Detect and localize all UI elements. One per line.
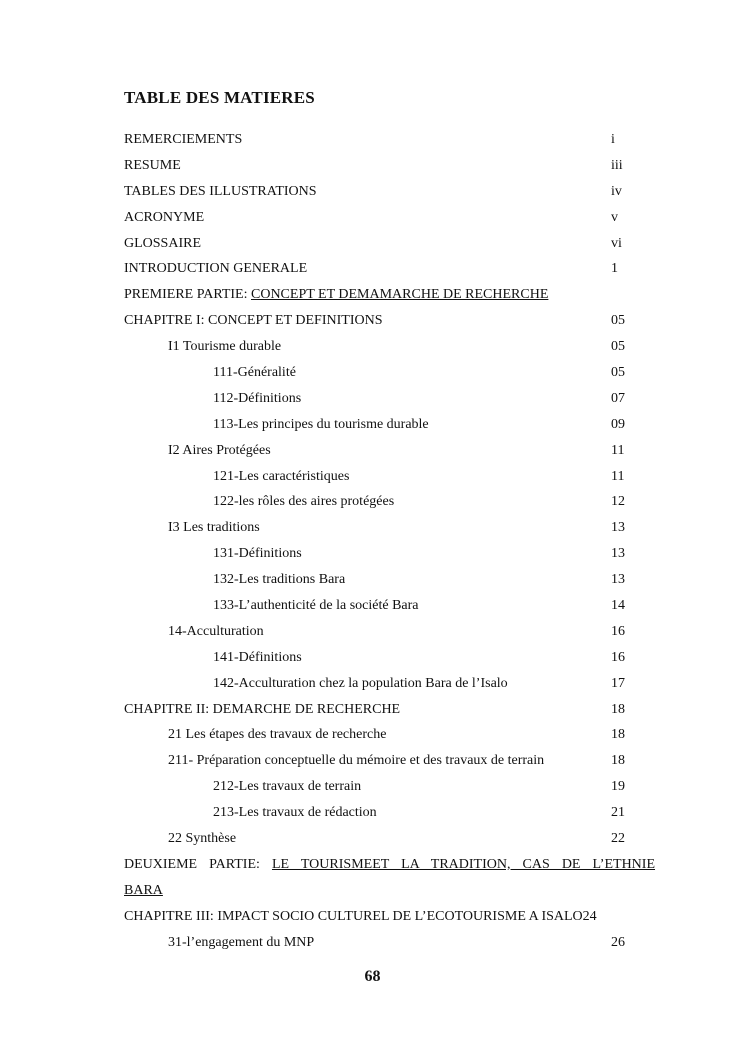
- toc-entry-label: 21 Les étapes des travaux de recherche: [168, 727, 387, 743]
- toc-entry-page: 13: [611, 572, 625, 588]
- toc-entry-label: REMERCIEMENTS: [124, 132, 243, 147]
- toc-chapter: [124, 904, 664, 930]
- toc-entry: [124, 256, 664, 282]
- toc-entry: [124, 179, 664, 205]
- toc-entry-page: 18: [611, 727, 625, 743]
- table-of-contents: [124, 127, 664, 956]
- toc-subsection: [124, 386, 664, 412]
- toc-entry-label: RESUME: [124, 157, 181, 173]
- toc-subsection: [124, 774, 664, 800]
- toc-section: [124, 334, 664, 360]
- toc-entry-page: 16: [611, 649, 625, 665]
- toc-part-title: CONCEPT ET DEMAMARCHE DE RECHERCHE: [251, 287, 549, 303]
- toc-subsection: [124, 412, 664, 438]
- toc-entry-page: 13: [611, 520, 625, 536]
- toc-entry-page: 05: [611, 313, 625, 329]
- toc-section: [124, 619, 664, 645]
- toc-entry-page: 05: [611, 339, 625, 355]
- toc-entry: [124, 231, 664, 257]
- toc-entry-label: 142-Acculturation chez la population Bara de l’Isalo: [213, 675, 508, 691]
- toc-entry-label: INTRODUCTION GENERALE: [124, 261, 308, 277]
- toc-part-prefix: DEUXIEME PARTIE:: [124, 856, 260, 872]
- toc-entry-page: 11: [611, 442, 625, 458]
- toc-entry-page: 17: [611, 675, 625, 691]
- toc-entry-label: 122-les rôles des aires protégées: [213, 494, 395, 510]
- toc-entry-page: 11: [611, 468, 625, 484]
- toc-part-label: [124, 852, 655, 878]
- toc-entry-label: 112-Définitions: [213, 390, 302, 406]
- toc-entry-label: TABLES DES ILLUSTRATIONS: [124, 183, 317, 199]
- toc-entry-page: 26: [611, 934, 625, 950]
- toc-subsection: [124, 593, 664, 619]
- page-number: 68: [364, 968, 381, 985]
- toc-entry-page: iii: [611, 157, 623, 173]
- toc-entry-label: 22 Synthèse: [168, 831, 237, 847]
- toc-entry-label: I3 Les traditions: [168, 520, 260, 536]
- toc-entry-label: CHAPITRE I: CONCEPT ET DEFINITIONS: [124, 313, 383, 329]
- toc-entry-label: 31-l’engagement du MNP: [168, 934, 315, 950]
- toc-entry-page: 21: [611, 805, 625, 821]
- toc-entry-page: 18: [611, 753, 625, 769]
- toc-part-label: [124, 282, 548, 308]
- toc-part-title: BARA: [124, 882, 163, 898]
- toc-subsection: [124, 567, 664, 593]
- toc-part-heading-continued: [124, 878, 664, 904]
- toc-subsection: [124, 671, 664, 697]
- toc-entry-page: 19: [611, 779, 625, 795]
- toc-subsection: [124, 360, 664, 386]
- toc-section: [124, 826, 664, 852]
- toc-entry-page: 18: [611, 701, 625, 717]
- toc-entry-label: 133-L’authenticité de la société Bara: [213, 598, 419, 614]
- toc-chapter: [124, 308, 664, 334]
- toc-entry-page: 07: [611, 390, 625, 406]
- toc-entry-label: CHAPITRE III: IMPACT SOCIO CULTUREL DE L’ECOTOURISME A ISALO24: [124, 908, 597, 924]
- toc-part-prefix: PREMIERE PARTIE:: [124, 287, 251, 303]
- toc-entry-label: 111-Généralité: [213, 365, 296, 381]
- toc-entry-label: CHAPITRE II: DEMARCHE DE RECHERCHE: [124, 701, 401, 717]
- toc-subsection: [124, 541, 664, 567]
- toc-subsection: [124, 800, 664, 826]
- toc-entry-label: 121-Les caractéristiques: [213, 468, 350, 484]
- toc-entry-page: v: [611, 209, 618, 225]
- toc-section: [124, 438, 664, 464]
- toc-subsection: [124, 489, 664, 515]
- toc-entry-label: 212-Les travaux de terrain: [213, 779, 362, 795]
- toc-entry: [124, 153, 664, 179]
- toc-section: [124, 930, 664, 956]
- toc-entry-page: 1: [611, 261, 618, 277]
- toc-part-title: LE TOURISMEET LA TRADITION, CAS DE L’ETHNIE: [271, 856, 656, 872]
- toc-subsection: [124, 464, 664, 490]
- toc-entry-label: 141-Définitions: [213, 649, 302, 665]
- toc-entry-page: vi: [611, 235, 622, 251]
- toc-part-heading: [124, 282, 664, 308]
- toc-entry-label: I2 Aires Protégées: [168, 442, 271, 458]
- page-title: TABLE DES MATIERES: [124, 88, 315, 107]
- toc-subsection: [124, 645, 664, 671]
- toc-entry-page: 16: [611, 623, 625, 639]
- toc-entry-page: 05: [611, 365, 625, 381]
- toc-entry-label: 211- Préparation conceptuelle du mémoire et des travaux de terrain: [168, 753, 545, 769]
- toc-entry-page: i: [611, 132, 615, 147]
- toc-entry-page: 14: [611, 598, 625, 614]
- toc-entry-page: iv: [611, 183, 622, 199]
- toc-entry: [124, 127, 664, 153]
- toc-entry-label: ACRONYME: [124, 209, 205, 225]
- toc-entry-page: 13: [611, 546, 625, 562]
- toc-entry-page: 22: [611, 831, 625, 847]
- toc-entry-label: 131-Définitions: [213, 546, 302, 562]
- toc-entry: [124, 205, 664, 231]
- toc-chapter: [124, 697, 664, 723]
- toc-section: [124, 748, 664, 774]
- toc-entry-label: 14-Acculturation: [168, 623, 264, 639]
- toc-entry-page: 09: [611, 416, 625, 432]
- toc-entry-label: 213-Les travaux de rédaction: [213, 805, 377, 821]
- toc-entry-label: 113-Les principes du tourisme durable: [213, 416, 429, 432]
- toc-section: [124, 515, 664, 541]
- toc-entry-label: 132-Les traditions Bara: [213, 572, 346, 588]
- toc-entry-label: I1 Tourisme durable: [168, 339, 282, 355]
- toc-entry-page: 12: [611, 494, 625, 510]
- toc-part-heading: [124, 852, 664, 878]
- toc-section: [124, 722, 664, 748]
- toc-entry-label: GLOSSAIRE: [124, 235, 202, 251]
